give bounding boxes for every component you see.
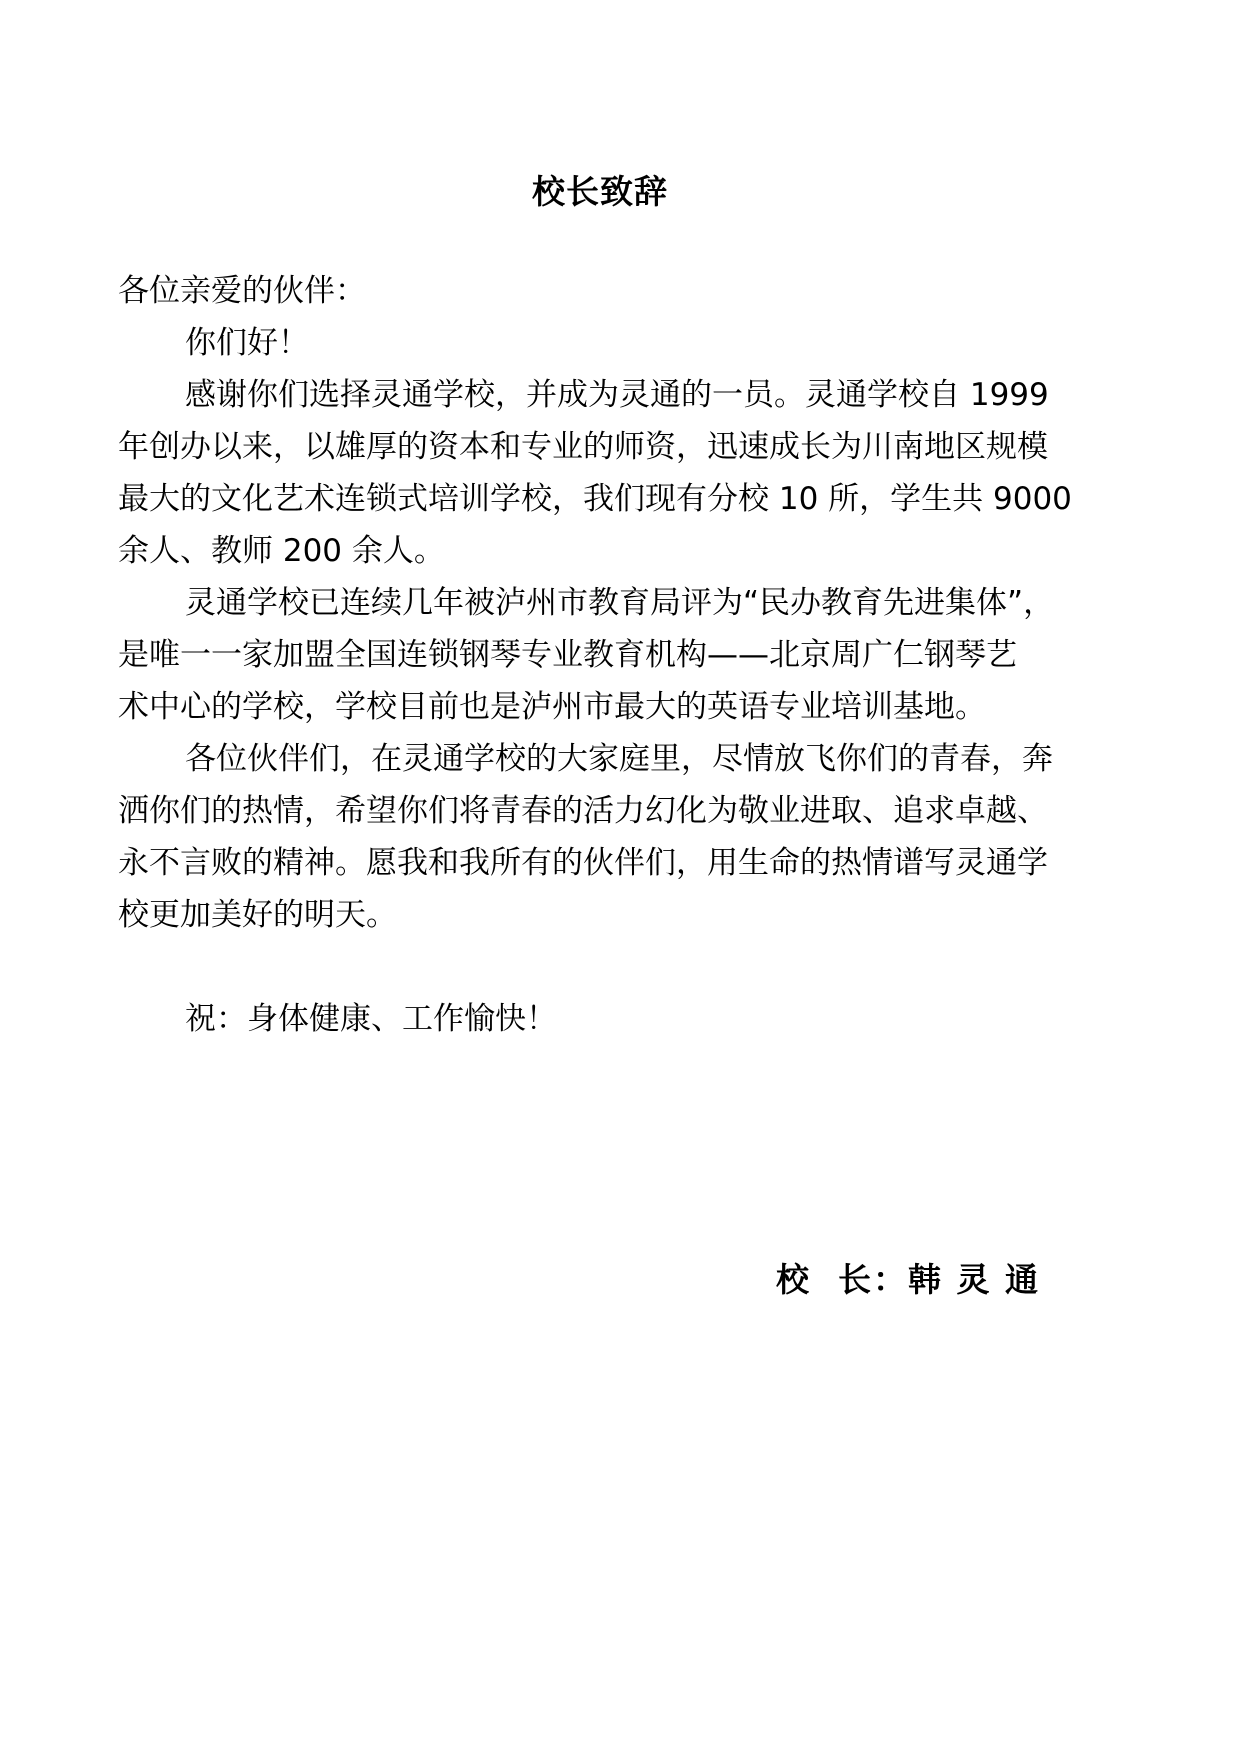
spacer [118, 941, 1128, 993]
salutation: 各位亲爱的伙伴： [118, 273, 366, 309]
paragraph-line: 灵通学校已连续几年被泸州市教育局评为“民办教育先进集体”， [185, 585, 1055, 621]
letter-body [118, 265, 1128, 1045]
paragraph-line: 校更加美好的明天。 [118, 897, 397, 933]
paragraph-line: 洒你们的热情，希望你们将青春的活力幻化为敬业进取、追求卓越、 [118, 793, 1048, 829]
paragraph-1 [118, 369, 1128, 577]
paragraph-line: 余人、教师 200 余人。 [118, 533, 445, 569]
paragraph-2 [118, 577, 1128, 733]
page-title: 校长致辞 [532, 172, 668, 211]
paragraph-3 [118, 733, 1128, 941]
greeting: 你们好！ [185, 325, 309, 361]
paragraph-line: 最大的文化艺术连锁式培训学校，我们现有分校 10 所，学生共 9000 [118, 481, 1072, 517]
paragraph-line: 年创办以来，以雄厚的资本和专业的师资，迅速成长为川南地区规模 [118, 429, 1048, 465]
closing-wish: 祝：身体健康、工作愉快！ [185, 1001, 557, 1037]
paragraph-line: 永不言败的精神。愿我和我所有的伙伴们，用生命的热情谱写灵通学 [118, 845, 1048, 881]
paragraph-line: 术中心的学校，学校目前也是泸州市最大的英语专业培训基地。 [118, 689, 986, 725]
paragraph-line: 各位伙伴们，在灵通学校的大家庭里，尽情放飞你们的青春，奔 [185, 741, 1053, 777]
paragraph-line: 感谢你们选择灵通学校，并成为灵通的一员。灵通学校自 1999 [185, 377, 1049, 413]
paragraph-line: 是唯一一家加盟全国连锁钢琴专业教育机构——北京周广仁钢琴艺 [118, 637, 1017, 673]
signature: 校 长：韩 灵 通 [776, 1260, 1040, 1299]
